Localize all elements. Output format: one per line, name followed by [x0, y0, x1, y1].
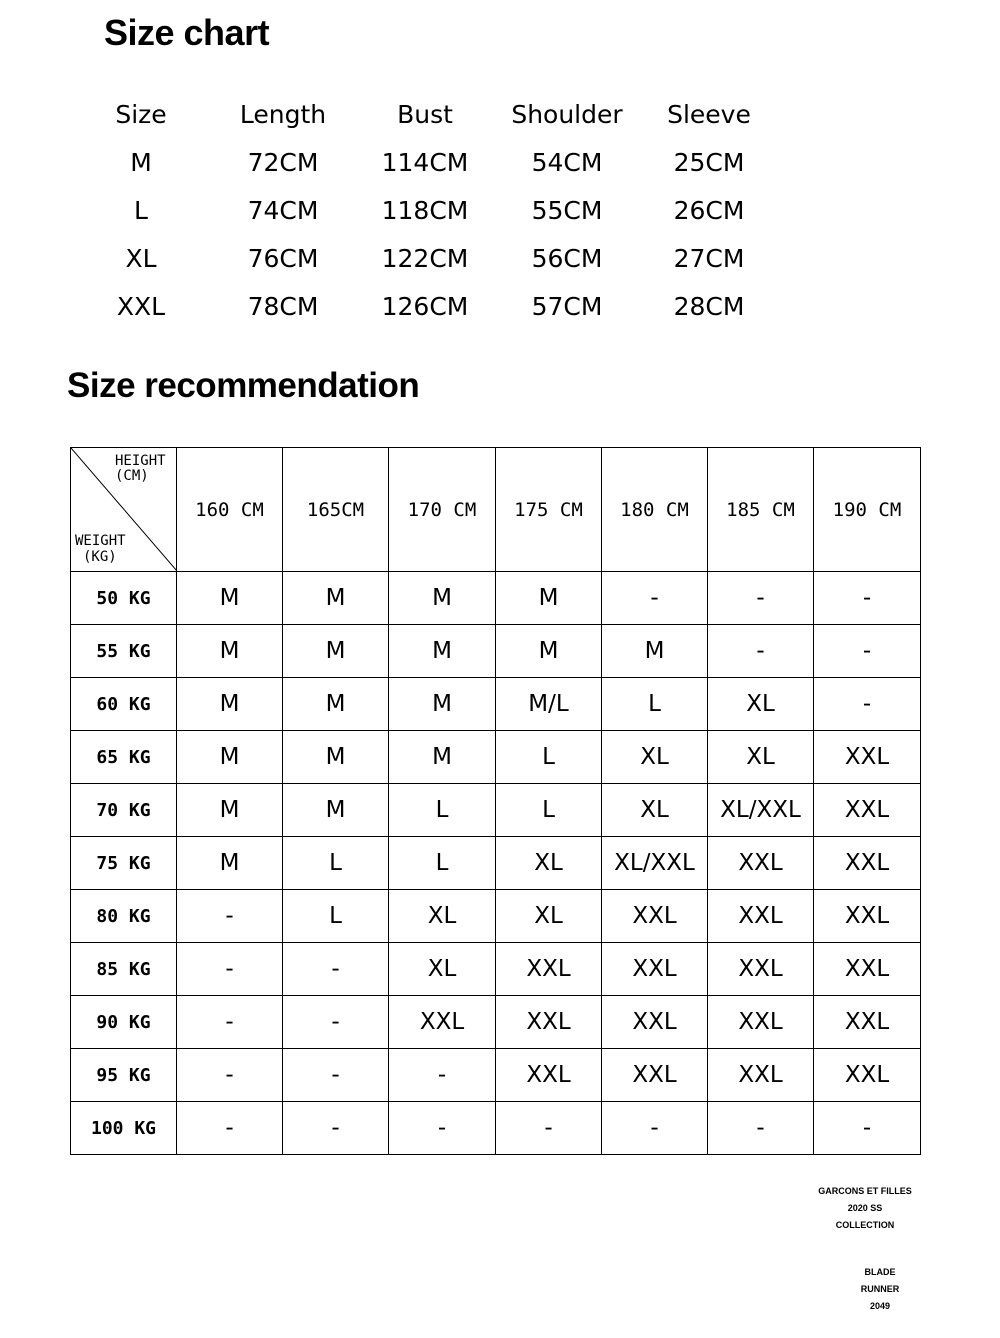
- recommended-size-cell: XL: [496, 837, 602, 890]
- recommended-size-cell: M: [496, 572, 602, 625]
- recommended-size-cell: -: [283, 996, 389, 1049]
- sleeve-cell: 27CM: [673, 243, 745, 273]
- shoulder-cell: 54CM: [531, 147, 603, 177]
- height-header: 190 CM: [814, 448, 921, 572]
- recommended-size-cell: XXL: [814, 1049, 921, 1102]
- size-chart-title: Size chart: [104, 12, 270, 53]
- bust-cell: 114CM: [381, 147, 469, 177]
- weight-row: [71, 731, 921, 784]
- column-header: Shoulder: [511, 99, 623, 129]
- column-header: Size: [115, 99, 167, 129]
- recommended-size-cell: M: [283, 572, 389, 625]
- recommended-size-cell: M: [177, 572, 283, 625]
- size-chart-table: [70, 90, 780, 330]
- recommended-size-cell: XXL: [814, 837, 921, 890]
- column-header: Sleeve: [667, 99, 751, 129]
- recommended-size-cell: -: [177, 996, 283, 1049]
- collection-label: GARCONS ET FILLES 2020 SS COLLECTION: [818, 1186, 912, 1230]
- recommended-size-cell: -: [708, 625, 814, 678]
- recommended-size-cell: M: [389, 731, 496, 784]
- recommended-size-cell: XL: [389, 943, 496, 996]
- weight-label: 50 KG: [71, 572, 177, 625]
- recommended-size-cell: XL/XXL: [602, 837, 708, 890]
- recommended-size-cell: M: [177, 625, 283, 678]
- recommended-size-cell: XL: [602, 731, 708, 784]
- recommended-size-cell: XXL: [708, 837, 814, 890]
- length-cell: 72CM: [247, 147, 319, 177]
- recommended-size-cell: -: [814, 1102, 921, 1155]
- recommended-size-cell: L: [496, 784, 602, 837]
- height-header: 180 CM: [602, 448, 708, 572]
- size-cell: XL: [125, 243, 157, 273]
- recommended-size-cell: M: [177, 678, 283, 731]
- height-axis-label: HEIGHT (CM): [115, 453, 166, 484]
- recommended-size-cell: XXL: [389, 996, 496, 1049]
- weight-label: 60 KG: [71, 678, 177, 731]
- recommended-size-cell: -: [177, 1102, 283, 1155]
- recommended-size-cell: -: [177, 1049, 283, 1102]
- recommended-size-cell: M: [283, 678, 389, 731]
- recommended-size-cell: XXL: [708, 943, 814, 996]
- weight-row: [71, 890, 921, 943]
- recommended-size-cell: -: [814, 678, 921, 731]
- recommended-size-cell: M: [283, 731, 389, 784]
- recommended-size-cell: XXL: [496, 943, 602, 996]
- recommended-size-cell: M: [283, 784, 389, 837]
- size-cell: M: [130, 147, 152, 177]
- recommended-size-cell: -: [283, 1102, 389, 1155]
- size-cell: XXL: [116, 291, 166, 321]
- weight-row: [71, 1102, 921, 1155]
- size-recommendation-table: [70, 447, 921, 1155]
- weight-label: 75 KG: [71, 837, 177, 890]
- recommended-size-cell: -: [283, 943, 389, 996]
- height-header: 160 CM: [177, 448, 283, 572]
- recommended-size-cell: -: [389, 1049, 496, 1102]
- column-header: Bust: [397, 99, 453, 129]
- recommended-size-cell: XXL: [814, 731, 921, 784]
- weight-label: 95 KG: [71, 1049, 177, 1102]
- size-cell: L: [134, 195, 148, 225]
- size-chart-row: [70, 138, 780, 186]
- weight-axis-label: WEIGHT (KG): [75, 533, 126, 565]
- recommended-size-cell: -: [389, 1102, 496, 1155]
- column-header: Length: [239, 99, 327, 129]
- recommended-size-cell: -: [496, 1102, 602, 1155]
- recommended-size-cell: -: [602, 1102, 708, 1155]
- height-header: 175 CM: [496, 448, 602, 572]
- recommended-size-cell: -: [814, 572, 921, 625]
- recommended-size-cell: -: [177, 943, 283, 996]
- weight-row: [71, 996, 921, 1049]
- recommended-size-cell: L: [283, 837, 389, 890]
- sleeve-cell: 28CM: [673, 291, 745, 321]
- height-header: 170 CM: [389, 448, 496, 572]
- weight-row: [71, 784, 921, 837]
- recommended-size-cell: L: [283, 890, 389, 943]
- recommended-size-cell: M: [283, 625, 389, 678]
- shoulder-cell: 56CM: [531, 243, 603, 273]
- recommended-size-cell: M: [389, 572, 496, 625]
- length-cell: 78CM: [247, 291, 319, 321]
- recommended-size-cell: M: [177, 784, 283, 837]
- recommended-size-cell: XXL: [602, 943, 708, 996]
- length-cell: 74CM: [247, 195, 319, 225]
- weight-label: 85 KG: [71, 943, 177, 996]
- recommended-size-cell: XL: [602, 784, 708, 837]
- weight-label: 80 KG: [71, 890, 177, 943]
- recommended-size-cell: M: [177, 731, 283, 784]
- recommended-size-cell: XXL: [602, 1049, 708, 1102]
- weight-label: 90 KG: [71, 996, 177, 1049]
- recommended-size-cell: XXL: [814, 996, 921, 1049]
- height-header-row: [71, 448, 921, 572]
- bust-cell: 126CM: [381, 291, 469, 321]
- recommended-size-cell: M: [389, 678, 496, 731]
- recommended-size-cell: XL: [389, 890, 496, 943]
- recommended-size-cell: M: [496, 625, 602, 678]
- recommended-size-cell: XXL: [708, 1049, 814, 1102]
- recommended-size-cell: L: [389, 837, 496, 890]
- shoulder-cell: 55CM: [531, 195, 603, 225]
- recommended-size-cell: XXL: [496, 1049, 602, 1102]
- recommended-size-cell: L: [602, 678, 708, 731]
- recommended-size-cell: XXL: [496, 996, 602, 1049]
- weight-row: [71, 943, 921, 996]
- weight-row: [71, 1049, 921, 1102]
- recommended-size-cell: M: [389, 625, 496, 678]
- recommended-size-cell: M: [177, 837, 283, 890]
- recommended-size-cell: -: [814, 625, 921, 678]
- weight-label: 70 KG: [71, 784, 177, 837]
- weight-row: [71, 837, 921, 890]
- recommended-size-cell: -: [283, 1049, 389, 1102]
- bust-cell: 122CM: [381, 243, 469, 273]
- size-chart-row: [70, 234, 780, 282]
- recommended-size-cell: XL: [708, 678, 814, 731]
- weight-label: 55 KG: [71, 625, 177, 678]
- weight-row: [71, 625, 921, 678]
- weight-row: [71, 572, 921, 625]
- recommended-size-cell: -: [708, 572, 814, 625]
- size-chart-row: [70, 186, 780, 234]
- height-header: 165CM: [283, 448, 389, 572]
- weight-label: 100 KG: [71, 1102, 177, 1155]
- recommended-size-cell: L: [496, 731, 602, 784]
- recommended-size-cell: L: [389, 784, 496, 837]
- size-chart-header-row: [70, 90, 780, 138]
- sleeve-cell: 25CM: [673, 147, 745, 177]
- length-cell: 76CM: [247, 243, 319, 273]
- recommended-size-cell: -: [177, 890, 283, 943]
- height-header: 185 CM: [708, 448, 814, 572]
- shoulder-cell: 57CM: [531, 291, 603, 321]
- recommended-size-cell: XL: [708, 731, 814, 784]
- recommended-size-cell: XXL: [814, 943, 921, 996]
- recommended-size-cell: XL: [496, 890, 602, 943]
- recommended-size-cell: XXL: [814, 784, 921, 837]
- recommended-size-cell: -: [602, 572, 708, 625]
- recommended-size-cell: XXL: [602, 890, 708, 943]
- recommended-size-cell: M/L: [496, 678, 602, 731]
- recommended-size-cell: XXL: [814, 890, 921, 943]
- recommended-size-cell: XXL: [602, 996, 708, 1049]
- recommended-size-cell: XL/XXL: [708, 784, 814, 837]
- size-recommendation-title: Size recommendation: [67, 366, 420, 405]
- recommended-size-cell: M: [602, 625, 708, 678]
- recommended-size-cell: -: [708, 1102, 814, 1155]
- bust-cell: 118CM: [381, 195, 469, 225]
- sleeve-cell: 26CM: [673, 195, 745, 225]
- weight-row: [71, 678, 921, 731]
- weight-label: 65 KG: [71, 731, 177, 784]
- recommended-size-cell: XXL: [708, 996, 814, 1049]
- collection-name-label: BLADE RUNNER 2049: [860, 1267, 900, 1311]
- size-chart-row: [70, 282, 780, 330]
- recommended-size-cell: XXL: [708, 890, 814, 943]
- corner-cell: [71, 448, 177, 572]
